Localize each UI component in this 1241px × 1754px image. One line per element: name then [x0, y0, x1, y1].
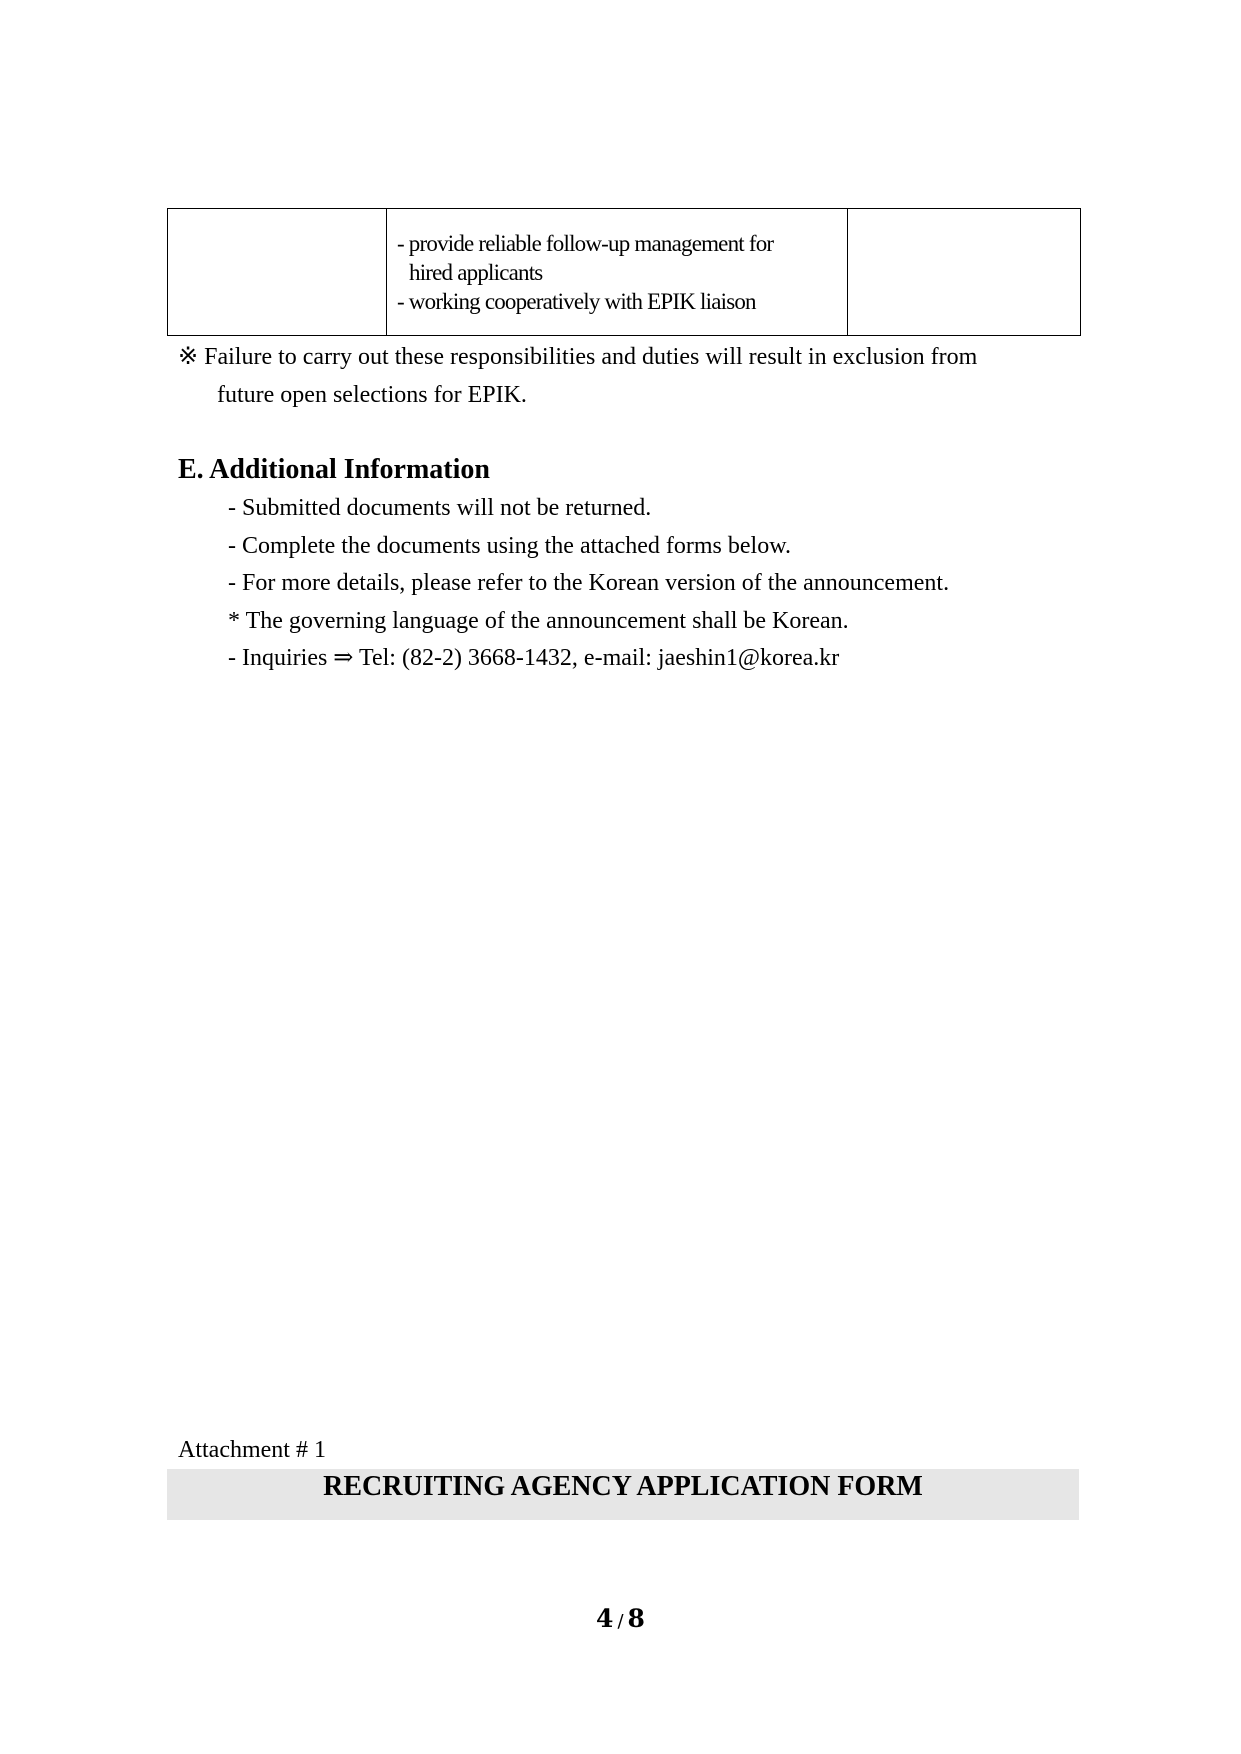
table-cell-empty-right	[848, 209, 1081, 336]
additional-info-list	[228, 490, 949, 678]
page-total: 8	[627, 1604, 645, 1633]
table-row	[168, 209, 1081, 336]
attachment-label: Attachment # 1	[178, 1437, 326, 1463]
table-cell-duties	[387, 209, 848, 336]
section-title: E. Additional Information	[178, 454, 490, 485]
form-title: RECRUITING AGENCY APPLICATION FORM	[323, 1471, 923, 1502]
duty-line: - working cooperatively with EPIK liaison	[397, 288, 756, 314]
failure-notice	[178, 338, 1078, 414]
form-title-banner	[167, 1469, 1079, 1520]
table-cell-empty-left	[168, 209, 387, 336]
list-item: - Submitted documents will not be returned.	[228, 495, 652, 521]
list-item: - Complete the documents using the attached forms below.	[228, 532, 791, 559]
duties-table	[167, 208, 1081, 336]
list-item: * The governing language of the announcement shall be Korean.	[228, 607, 849, 634]
page-separator: /	[617, 1611, 624, 1632]
notice-line: ※ Failure to carry out these responsibilities and duties will result in exclusion from	[178, 344, 978, 370]
page-number	[0, 1603, 1241, 1638]
notice-line: future open selections for EPIK.	[217, 382, 527, 408]
duty-line: hired applicants	[409, 259, 543, 285]
list-item: - For more details, please refer to the Korean version of the announcement.	[228, 570, 950, 596]
page-current: 4	[596, 1604, 614, 1633]
duty-line: - provide reliable follow-up management for	[397, 230, 774, 256]
list-item: - Inquiries ⇒ Tel: (82-2) 3668-1432, e-mail: jaeshin1@korea.kr	[228, 645, 840, 671]
